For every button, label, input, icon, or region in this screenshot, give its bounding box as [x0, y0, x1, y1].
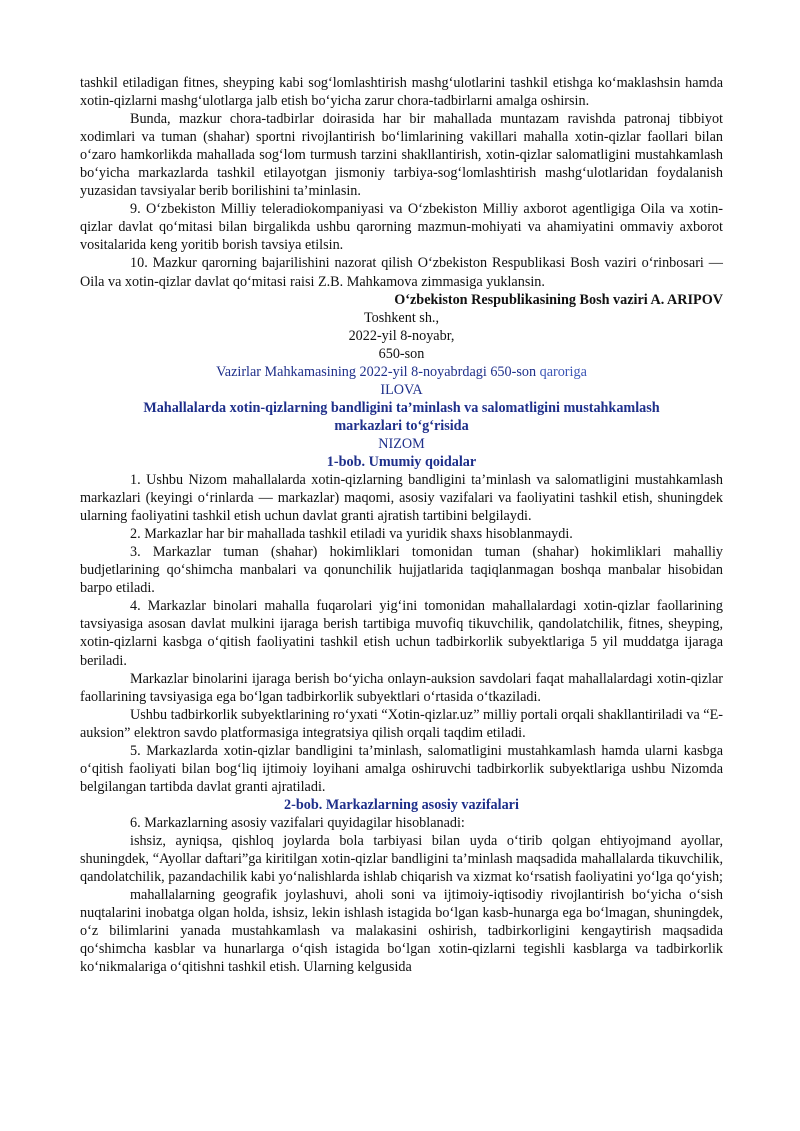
- chapter1-paragraph-4: 4. Markazlar binolari mahalla fuqarolari yig‘ini tomonidan mahallalardagi xotin-qizlar faollarining tavsiyasiga asosan davlat mulkini ijaraga berish tartibiga muvofiq tikuvchilik, qandolatchilik, fitnes, sheyping, xotin-qizlarni kasbga o‘qitish faoliyatini tashkil etish uchun tadbirkorlik subyektlariga 5 yil muddatga ijaraga beriladi.: [80, 598, 723, 669]
- chapter1-paragraph-2: 2. Markazlar har bir mahallada tashkil etiladi va yuridik shaxs hisoblanmaydi.: [130, 526, 573, 543]
- place: Toshkent sh.,: [363, 309, 440, 326]
- chapter1-paragraph-5: 5. Markazlarda xotin-qizlar bandligini ta’minlash, salomatligini mustahkamlash hamda ularni kasbga o‘qitish faoliyati bilan bog‘liq ijtimoiy loyihani amalga oshiruvchi tadbirkorlik subyektlariga ushbu Nizomda belgilangan tartibda davlat granti ajratiladi.: [80, 742, 723, 795]
- chapter1-paragraph-1: 1. Ushbu Nizom mahallalarda xotin-qizlarning bandligini ta’minlash va salomatligini mustahkamlash markazlari (keyingi o‘rinlarda — markazlar) maqomi, asosiy vazifalari va faoliyatini tashkil etish, shuningdek ularning faoliyatini tashkil etish uchun davlat granti ajratish tartibini belgilaydi.: [80, 472, 723, 525]
- signature: O‘zbekiston Respublikasining Bosh vaziri A. ARIPOV: [394, 291, 723, 308]
- appendix-reference-link[interactable]: qaroriga: [539, 363, 587, 380]
- chapter2-paragraph-6b: mahallalarning geografik joylashuvi, aholi soni va ijtimoiy-iqtisodiy rivojlantirish bo‘yicha o‘sish nuqtalarini inobatga olgan holda, ishsiz, lekin ishlash istagida bo‘lgan kasb-hunarga ega bo‘lmagan, shuningdek, o‘z bilimlarini yanada mustahkamlash va malakasini oshirish, tadbirkorligini kengaytirish maqsadida qo‘shimcha kasblar va hunarlarga o‘qish istagida bo‘lgan xotin-qizlarni tegishli kasblarga va tadbirkorlik ko‘nikmalariga o‘qitishni tashkil etish. Ularning kelgusida: [80, 887, 723, 976]
- chapter2-paragraph-6: 6. Markazlarning asosiy vazifalari quyidagilar hisoblanadi:: [130, 814, 465, 831]
- document-title-line1: Mahallalarda xotin-qizlarning bandligini ta’minlash va salomatligini mustahkamlash: [143, 399, 660, 416]
- paragraph-10: 10. Mazkur qarorning bajarilishini nazorat qilish O‘zbekiston Respublikasi Bosh vaziri o‘rinbosari — Oila va xotin-qizlar davlat qo‘mitasi raisi Z.B. Mahkamova zimmasiga yuklansin.: [80, 255, 723, 290]
- chapter1-paragraph-4a: Markazlar binolarini ijaraga berish bo‘yicha onlayn-auksion savdolari faqat mahallalardagi xotin-qizlar faollarining tavsiyasiga ega bo‘lgan tadbirkorlik subyektlari o‘rtasida o‘tkaziladi.: [80, 670, 723, 705]
- chapter-2-heading: 2-bob. Markazlarning asosiy vazifalari: [284, 796, 519, 813]
- document-kind: NIZOM: [378, 435, 425, 452]
- decree-number: 650-son: [378, 345, 425, 362]
- paragraph-top: tashkil etiladigan fitnes, sheyping kabi sog‘lomlashtirish mashg‘ulotlarini tashkil etishga ko‘maklashsin hamda xotin-qizlarni mashg‘ulotlarga jalb etish bo‘yicha zarur chora-tadbirlarni amalga oshirsin.: [80, 75, 723, 110]
- document-title-line2: markazlari to‘g‘risida: [334, 417, 469, 434]
- date: 2022-yil 8-noyabr,: [348, 327, 455, 344]
- chapter1-paragraph-3: 3. Markazlar tuman (shahar) hokimliklari tomonidan tuman (shahar) hokimliklari mahalliy budjetlarining qo‘shimcha manbalari va qonunchilik hujjatlarida taqiqlanmagan boshqa manbalar hisobidan barpo etiladi.: [80, 544, 723, 597]
- paragraph-bunda: Bunda, mazkur chora-tadbirlar doirasida har bir mahallada muntazam ravishda patronaj tibbiyot xodimlari va tuman (shahar) sportni rivojlantirish bo‘limlarining vakillari mahalla xotin-qizlar faollari bilan o‘zaro hamkorlikda mahallada sog‘lom turmush tarzini shakllantirish, xotin-qizlar salomatligini mustahkamlash bo‘yicha markazlarda tashkil etilayotgan jismoniy tarbiya-sog‘lomlashtirish mashg‘ulotlaridan foydalanish yuzasidan tavsiyalar berib borilishini ta’minlasin.: [80, 111, 723, 200]
- chapter1-paragraph-4b: Ushbu tadbirkorlik subyektlarining ro‘yxati “Xotin-qizlar.uz” milliy portali orqali shakllantiriladi va “E-auksion” elektron savdo platformasiga integratsiya qilish orqali taqdim etiladi.: [80, 706, 723, 741]
- appendix-label: ILOVA: [380, 381, 423, 398]
- chapter-1-heading: 1-bob. Umumiy qoidalar: [326, 453, 477, 470]
- paragraph-9: 9. O‘zbekiston Milliy teleradiokompaniyasi va O‘zbekiston Milliy axborot agentligiga Oila va xotin-qizlar davlat qo‘mitasi bilan birgalikda ushbu qarorning mazmun-mohiyati va ahamiyatini ommaviy axborot vositalarida keng yoritib borish tavsiya etilsin.: [80, 201, 723, 254]
- document-title: [80, 399, 723, 435]
- appendix-reference-text: Vazirlar Mahkamasining 2022-yil 8-noyabrdagi 650-son: [216, 363, 537, 380]
- chapter2-paragraph-6a: ishsiz, ayniqsa, qishloq joylarda bola tarbiyasi bilan uyda o‘tirib qolgan ehtiyojmand ayollar, shuningdek, “Ayollar daftari”ga kiritilgan xotin-qizlar bandligini ta’minlash maqsadida mahallalarda tikuvchilik, qandolatchilik, pazandachilik kabi yo‘nalishlarda ishlab chiqarish va xizmat ko‘rsatish faoliyatini yo‘lga qo‘yish;: [80, 832, 723, 886]
- appendix-reference: [80, 363, 723, 381]
